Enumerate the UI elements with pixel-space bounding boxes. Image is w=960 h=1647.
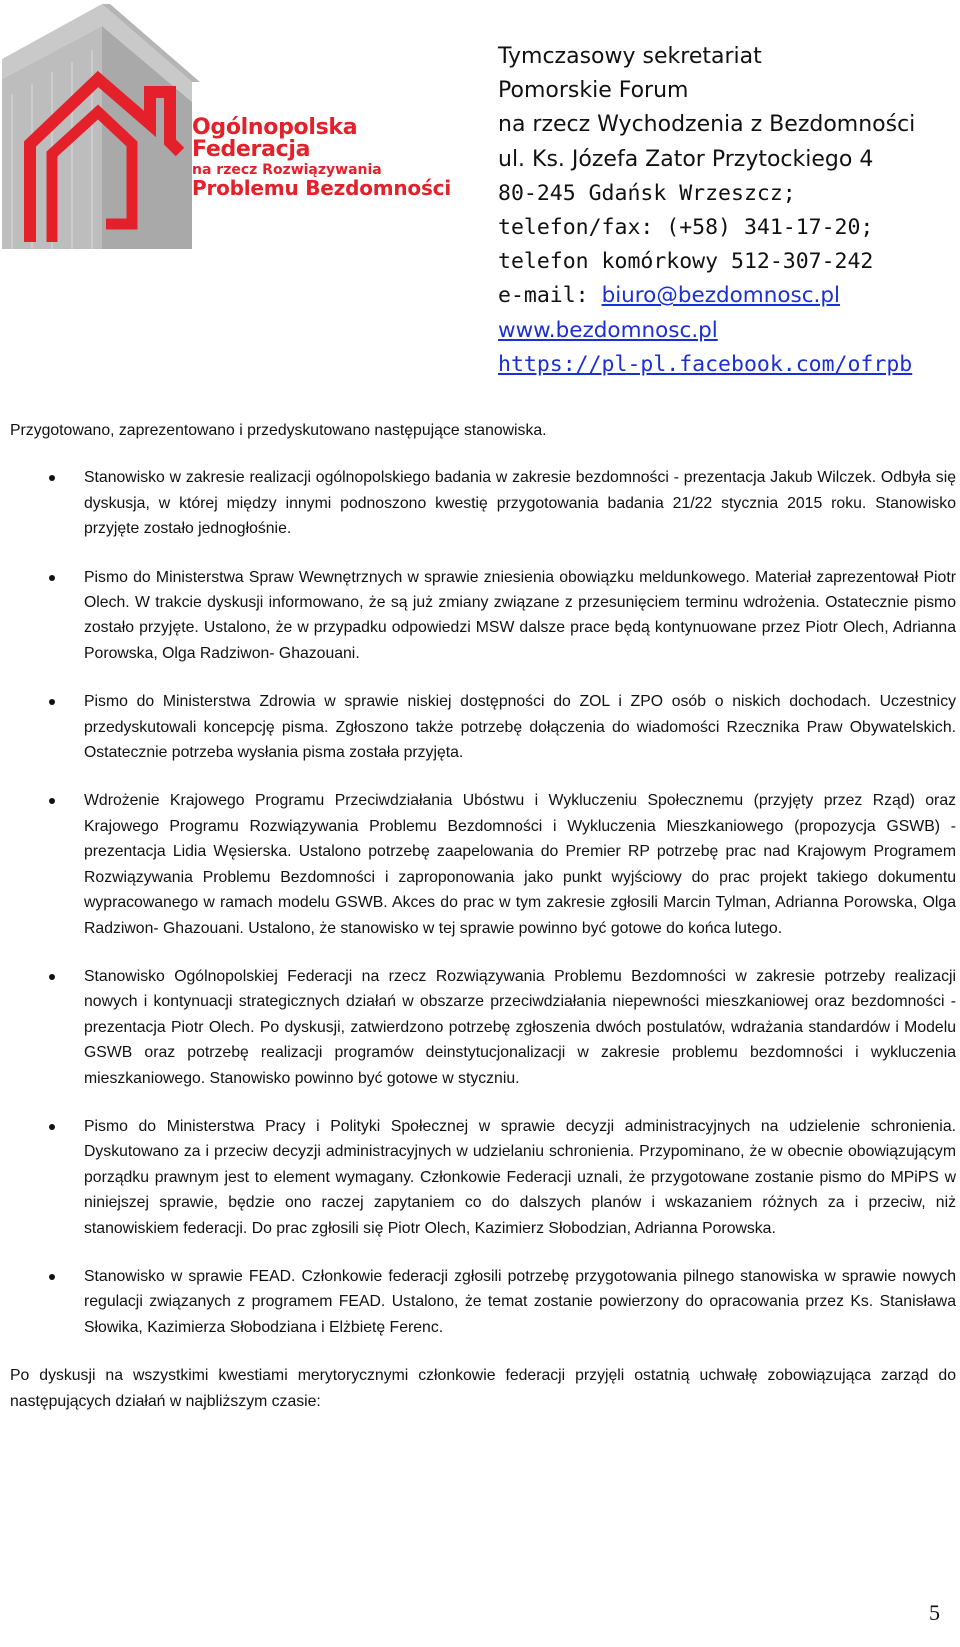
list-item-text: Wdrożenie Krajowego Programu Przeciwdziałania Ubóstwu i Wykluczeniu Społecznemu (przyjęty przez Rząd) oraz Krajowego Programu Rozwiązywania Problemu Bezdomności i Wykluczenia Mieszkaniowego (propozycja GSWB) - prezentacja Lidia Węsierska. Ustalono potrzebę zaapelowania do Premier RP potrzebę prac nad Krajowym Programem Rozwiązywania Problemu Bezdomności i zaproponowania jako punkt wyjściowy do prac projekt takiego dokumentu wypracowanego w ramach modelu GSWB. Akces do prac w tym zakresie zgłosili Marcin Tylman, Adrianna Porowska, Olga Radziwon- Ghazouani. Ustalono, że stanowisko w tej sprawie powinno być gotowe do końca lutego.: [84, 792, 956, 937]
bullet-icon: [49, 974, 55, 980]
intro-paragraph: Przygotowano, zaprezentowano i przedyskutowano następujące stanowiska.: [10, 422, 547, 439]
bullet-icon: [49, 699, 55, 705]
contact-email-line: [498, 279, 953, 313]
federation-logo: [2, 4, 452, 249]
logo-line-3: Problemu Bezdomności: [192, 176, 451, 200]
contact-forum-subtitle: na rzecz Wychodzenia z Bezdomności: [498, 112, 916, 138]
document-body: [10, 418, 956, 1414]
contact-forum: Pomorskie Forum: [498, 78, 689, 104]
bullet-icon: [49, 475, 55, 481]
contact-secretariat: Tymczasowy sekretariat: [498, 44, 762, 69]
list-item: [10, 689, 956, 765]
page-number: 5: [929, 1600, 940, 1625]
list-item: [10, 964, 956, 1091]
list-item-text: Pismo do Ministerstwa Pracy i Polityki Społecznej w sprawie decyzji administracyjnych na udzielenie schronienia. Dyskutowano za i przeciw decyzji administracyjnych w udzielaniu schronienia. Przypominano, że w obecnie obowiązującym porządku prawnym jest to element wymagany. Członkowie Federacji uznali, że przygotowane zostanie pismo do MPiPS w niniejszej sprawie, będzie ono raczej zapytaniem co do dalszych planów i wskazaniem różnych za i przeciw, niż stanowiskiem federacji. Do prac zgłosili się Piotr Olech, Kazimierz Słobodzian, Adrianna Porowska.: [84, 1117, 956, 1237]
contact-phone: telefon/fax: (+58) 341-17-20;: [498, 215, 874, 241]
list-item-text: Pismo do Ministerstwa Spraw Wewnętrznych w sprawie zniesienia obowiązku meldunkowego. Materiał zaprezentował Piotr Olech. W trakcie dyskusji informowano, że są już zmiany związane z przesunięciem terminu wdrożenia. Ostatecznie pismo zostało przyjęte. Ustalono, że w przypadku odpowiedzi MSW dalsze prace będą kontynuowane przez Piotr Olech, Adrianna Porowska, Olga Radziwon- Ghazouani.: [84, 568, 956, 662]
list-item: [10, 1114, 956, 1241]
closing-paragraph: Po dyskusji na wszystkimi kwestiami merytorycznymi członkowie federacji przyjęli ostatnią uchwałę zobowiązująca zarząd do następujących działań w najbliższym czasie:: [10, 1367, 956, 1410]
contact-address: ul. Ks. Józefa Zator Przytockiego 4: [498, 146, 874, 172]
bullet-icon: [49, 575, 55, 581]
contact-block: [498, 40, 953, 382]
list-item: [10, 565, 956, 667]
list-item-text: Pismo do Ministerstwa Zdrowia w sprawie niskiej dostępności do ZOL i ZPO osób o niskich dochodach. Uczestnicy przedyskutowali koncepcję pisma. Zgłoszono także potrzebę dołączenia do wiadomości Rzecznika Praw Obywatelskich. Ostatecznie potrzeba wysłania pisma została przyjęta.: [84, 693, 956, 762]
bullet-icon: [49, 798, 55, 804]
email-link[interactable]: biuro@bezdomnosc.pl: [601, 283, 840, 309]
website-link[interactable]: www.bezdomnosc.pl: [498, 317, 718, 343]
logo-wordmark: [192, 117, 452, 198]
list-item: [10, 788, 956, 940]
contact-city: 80-245 Gdańsk Wrzeszcz;: [498, 180, 796, 206]
bullet-icon: [49, 1124, 55, 1130]
email-label: e-mail:: [498, 283, 602, 309]
resolution-list: [10, 465, 956, 1340]
facebook-link[interactable]: https://pl-pl.facebook.com/ofrpb: [498, 351, 913, 377]
contact-mobile: telefon komórkowy 512-307-242: [498, 249, 874, 275]
list-item: [10, 465, 956, 541]
list-item-text: Stanowisko w sprawie FEAD. Członkowie federacji zgłosili potrzebę przygotowania pilnego stanowiska w sprawie nowych regulacji związanych z programem FEAD. Ustalono, że temat zostanie powierzony do opracowania przez Ks. Stanisława Słowika, Kazimierza Słobodziana i Elżbietę Ferenc.: [84, 1267, 956, 1336]
list-item: [10, 1264, 956, 1340]
logo-line-1: Ogólnopolska Federacja: [192, 115, 358, 162]
list-item-text: Stanowisko Ogólnopolskiej Federacji na rzecz Rozwiązywania Problemu Bezdomności w zakresie potrzeby realizacji nowych i kontynuacji strategicznych działań w obszarze przeciwdziałania niepewności mieszkaniowej oraz bezdomności - prezentacja Piotr Olech. Po dyskusji, zatwierdzono potrzebę zgłoszenia dwóch postulatów, wdrażania standardów i Modelu GSWB oraz potrzebę realizacji programów deinstytucjonalizacji w zakresie problemu bezdomności i wykluczenia mieszkaniowego. Stanowisko powinno być gotowe w styczniu.: [84, 967, 956, 1087]
bullet-icon: [49, 1274, 55, 1280]
logo-line-2: na rzecz Rozwiązywania: [192, 162, 382, 178]
list-item-text: Stanowisko w zakresie realizacji ogólnopolskiego badania w zakresie bezdomności - prezentacja Jakub Wilczek. Odbyła się dyskusja, w której między innymi podnoszono kwestię przygotowania badania 21/22 stycznia 2015 roku. Stanowisko przyjęte zostało jednogłośnie.: [84, 469, 956, 538]
